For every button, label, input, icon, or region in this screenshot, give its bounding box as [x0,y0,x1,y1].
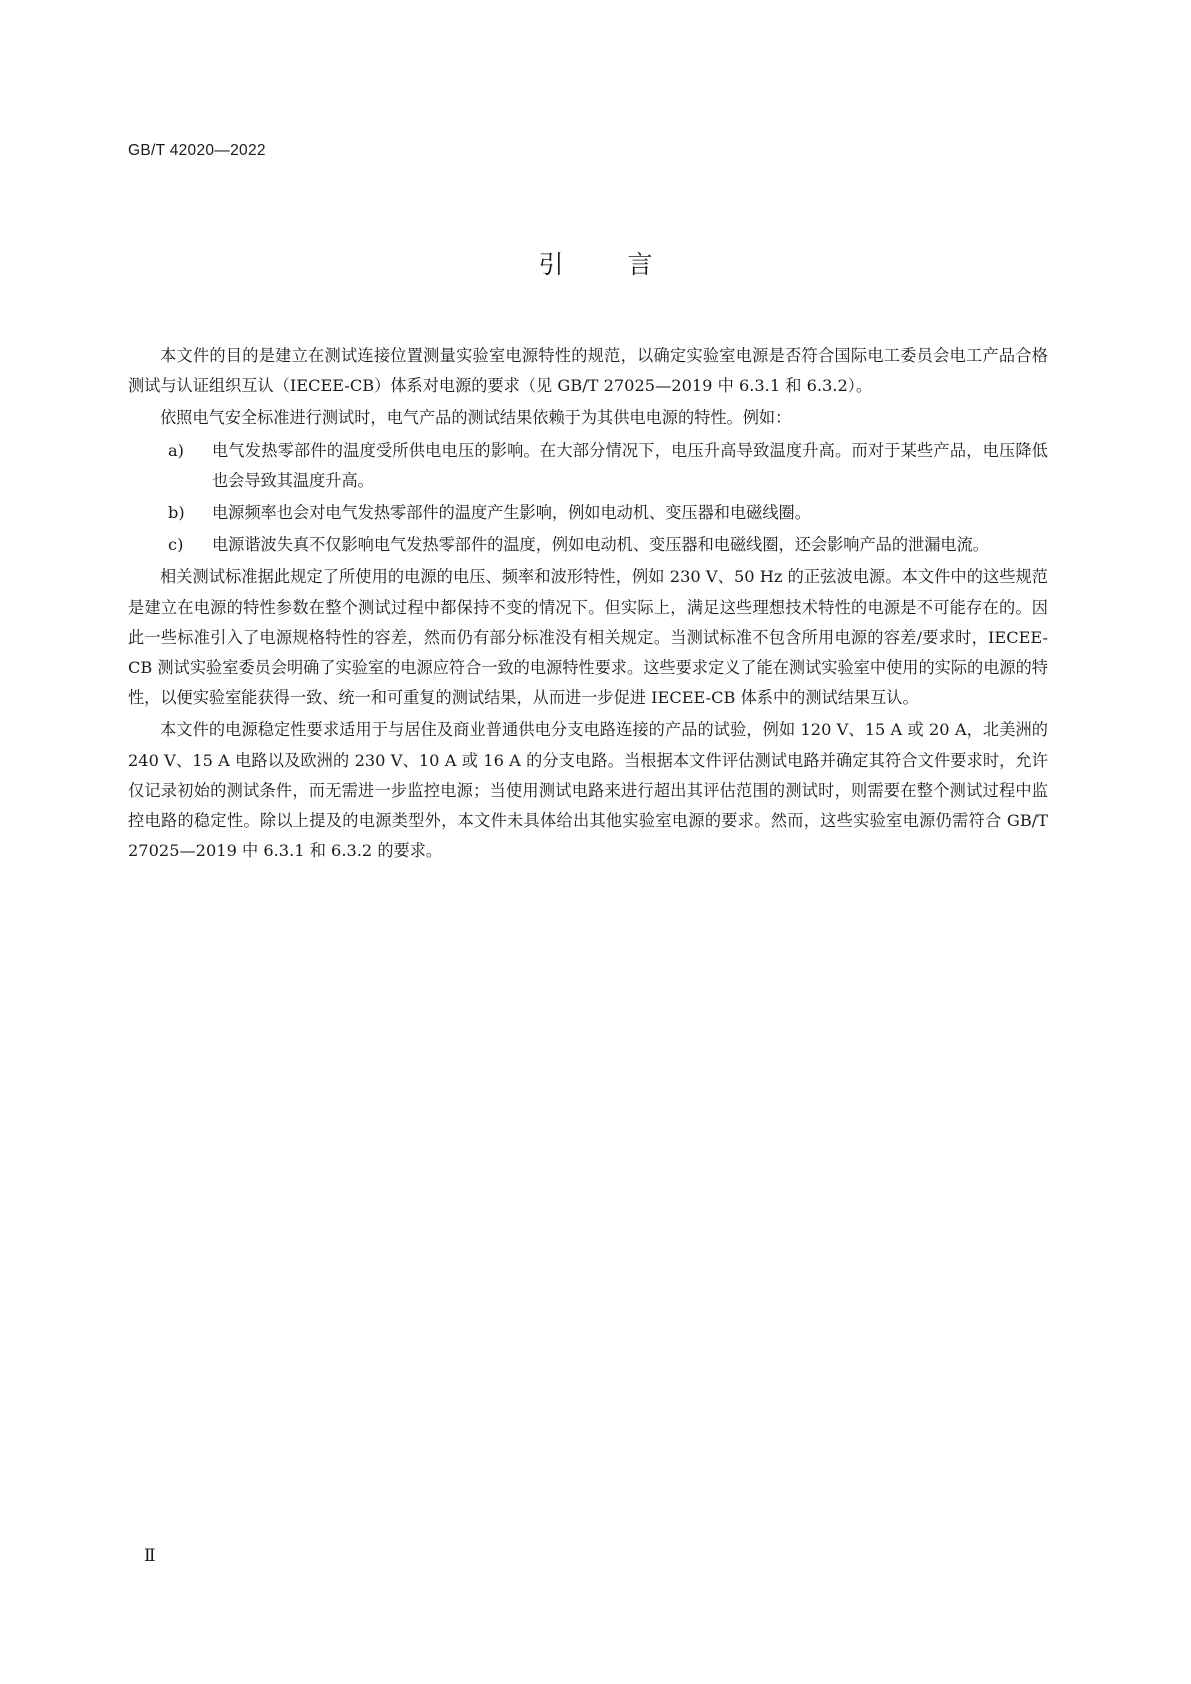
list-marker: b) [168,503,185,523]
paragraph-stability-scope: 本文件的电源稳定性要求适用于与居住及商业普通供电分支电路连接的产品的试验，例如 120 V、15 A 或 20 A，北美洲的 240 V、15 A 电路以及欧洲的 230 V、10 A 或 16 A 的分支电路。当根据本文件评估测试电路并确定其符合文件要求时，允许仅记录初始的测试条件，而无需进一步监控电源；当使用测试电路来进行超出其评估范围的测试时，则需要在整个测试过程中监控电路的稳定性。除以上提及的电源类型外，本文件未具体给出其他实验室电源的要求。然而，这些实验室电源仍需符合 GB/T 27025—2019 中 6.3.1 和 6.3.2 的要求。 [128,720,1048,861]
paragraph-power-characteristics: 相关测试标准据此规定了所使用的电源的电压、频率和波形特性，例如 230 V、50 Hz 的正弦波电源。本文件中的这些规范是建立在电源的特性参数在整个测试过程中都保持不变的情况下。但实际上，满足这些理想技术特性的电源是不可能存在的。因此一些标准引入了电源规格特性的容差，然而仍有部分标准没有相关规定。当测试标准不包含所用电源的容差/要求时，IECEE-CB 测试实验室委员会明确了实验室的电源应符合一致的电源特性要求。这些要求定义了能在测试实验室中使用的实际的电源的特性，以便实验室能获得一致、统一和可重复的测试结果，从而进一步促进 IECEE-CB 体系中的测试结果互认。 [128,567,1048,708]
list-item-text: 电气发热零部件的温度受所供电电压的影响。在大部分情况下，电压升高导致温度升高。而对于某些产品，电压降低也会导致其温度升高。 [212,440,1048,490]
page-number: Ⅱ [144,1546,157,1566]
list-item-text: 电源频率也会对电气发热零部件的温度产生影响，例如电动机、变压器和电磁线圈。 [212,503,811,523]
paragraph-intro-examples: 依照电气安全标准进行测试时，电气产品的测试结果依赖于为其供电电源的特性。例如： [160,408,792,428]
list-item [128,436,1048,496]
list-marker: a) [168,440,184,460]
document-body [128,341,1048,868]
list-item [128,530,1048,560]
page-title: 引言 [538,250,717,279]
standard-code: GB/T 42020—2022 [128,142,266,159]
list-item [128,498,1048,528]
list-item-text: 电源谐波失真不仅影响电气发热零部件的温度，例如电动机、变压器和电磁线圈，还会影响产品的泄漏电流。 [212,535,989,555]
paragraph-purpose: 本文件的目的是建立在测试连接位置测量实验室电源特性的规范，以确定实验室电源是否符合国际电工委员会电工产品合格测试与认证组织互认（IECEE-CB）体系对电源的要求（见 GB/T 27025—2019 中 6.3.1 和 6.3.2）。 [128,346,1048,396]
list-marker: c) [168,535,184,555]
